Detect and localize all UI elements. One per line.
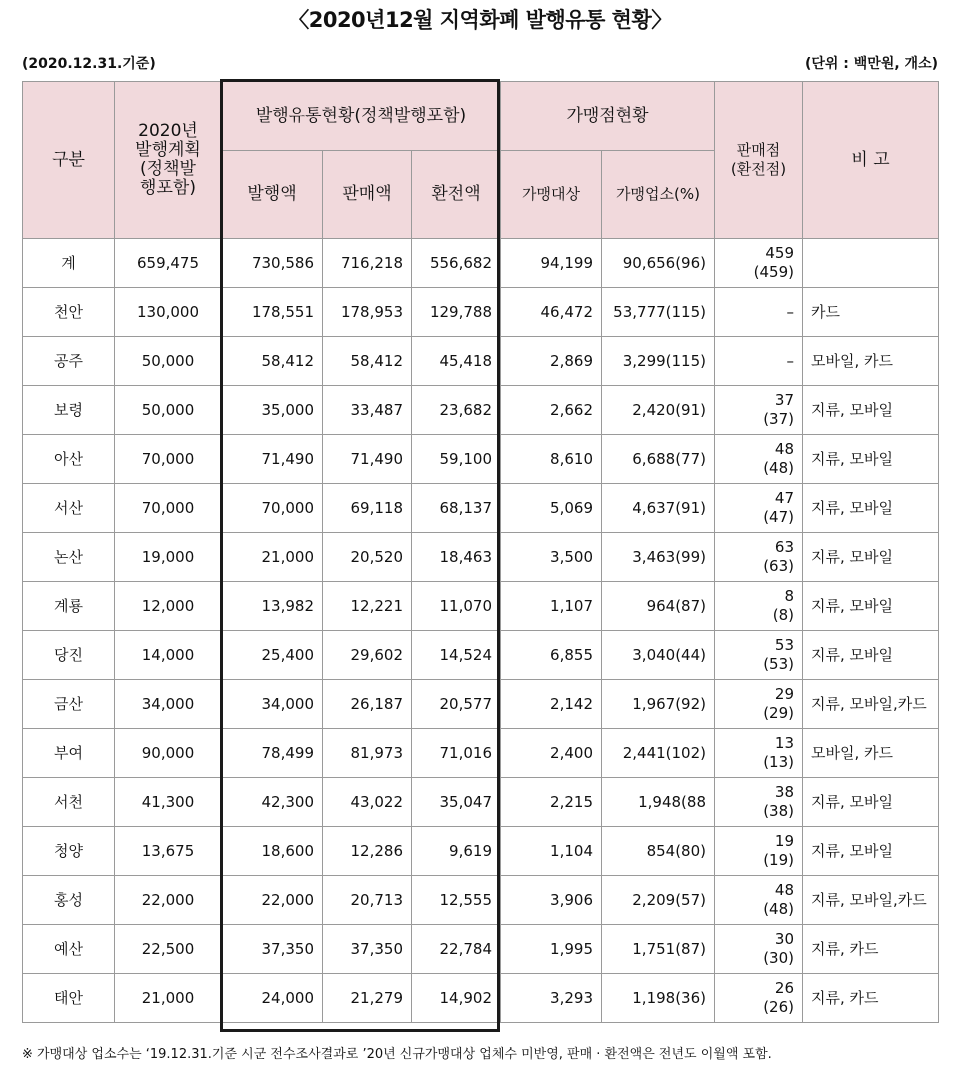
cell-note: 지류, 카드 [803,974,939,1023]
cell-store [715,876,803,925]
cell-store [715,729,803,778]
cell-merchant-target: 1,107 [501,582,602,631]
cell-plan: 50,000 [115,337,222,386]
cell-plan: 659,475 [115,239,222,288]
cell-store-count: 63 [774,538,794,556]
table-row [23,484,939,533]
cell-merchant-target: 6,855 [501,631,602,680]
cell-sold: 58,412 [323,337,412,386]
cell-exchanged: 20,577 [412,680,501,729]
cell-plan: 21,000 [115,974,222,1023]
cell-exchanged: 35,047 [412,778,501,827]
table-row [23,582,939,631]
cell-sold: 71,490 [323,435,412,484]
cell-issued: 21,000 [222,533,323,582]
table-row [23,974,939,1023]
cell-merchant-target: 3,500 [501,533,602,582]
table-row [23,337,939,386]
cell-exchanged: 14,902 [412,974,501,1023]
header-plan-line3: (정책발 [140,159,196,179]
cell-store-count: 30 [774,930,794,948]
header-issued: 발행액 [222,151,323,239]
cell-region: 태안 [23,974,115,1023]
cell-note: 지류, 모바일 [803,827,939,876]
cell-region: 천안 [23,288,115,337]
cell-exchanged: 11,070 [412,582,501,631]
cell-store [715,239,803,288]
cell-issued: 37,350 [222,925,323,974]
cell-store-count: 29 [774,685,794,703]
cell-store [715,974,803,1023]
table-row [23,239,939,288]
cell-exchanged: 18,463 [412,533,501,582]
cell-merchant-joined: 4,637(91) [602,484,715,533]
cell-merchant-joined: 2,420(91) [602,386,715,435]
cell-region: 홍성 [23,876,115,925]
cell-store [715,288,803,337]
cell-issued: 178,551 [222,288,323,337]
table-row [23,631,939,680]
cell-sold: 716,218 [323,239,412,288]
cell-merchant-target: 5,069 [501,484,602,533]
cell-plan: 50,000 [115,386,222,435]
cell-store [715,533,803,582]
cell-exchanged: 68,137 [412,484,501,533]
cell-merchant-target: 2,400 [501,729,602,778]
cell-store [715,631,803,680]
cell-sold: 26,187 [323,680,412,729]
cell-exchanged: 129,788 [412,288,501,337]
header-sold: 판매액 [323,151,412,239]
cell-merchant-target: 2,142 [501,680,602,729]
cell-store-exchange: (13) [763,753,794,771]
cell-plan: 13,675 [115,827,222,876]
header-region: 구분 [23,82,115,239]
table-row [23,288,939,337]
cell-note: 지류, 카드 [803,925,939,974]
cell-region: 서천 [23,778,115,827]
cell-region: 금산 [23,680,115,729]
cell-exchanged: 71,016 [412,729,501,778]
cell-merchant-joined: 6,688(77) [602,435,715,484]
cell-store-exchange: (37) [763,410,794,428]
cell-store-count: 38 [774,783,794,801]
cell-sold: 12,221 [323,582,412,631]
table-row [23,827,939,876]
cell-merchant-joined: 1,967(92) [602,680,715,729]
cell-region: 예산 [23,925,115,974]
cell-store-count: 48 [774,881,794,899]
cell-plan: 14,000 [115,631,222,680]
cell-merchant-target: 3,906 [501,876,602,925]
cell-note [803,239,939,288]
cell-store-exchange: (47) [763,508,794,526]
cell-store-count: – [786,351,794,370]
cell-region: 당진 [23,631,115,680]
cell-store [715,484,803,533]
cell-exchanged: 45,418 [412,337,501,386]
cell-exchanged: 9,619 [412,827,501,876]
cell-sold: 43,022 [323,778,412,827]
header-plan-line4: 행포함) [140,178,196,198]
table-row [23,386,939,435]
cell-merchant-target: 2,215 [501,778,602,827]
header-merchant-joined: 가맹업소(%) [602,151,715,239]
cell-merchant-target: 8,610 [501,435,602,484]
cell-region: 아산 [23,435,115,484]
cell-region: 서산 [23,484,115,533]
cell-issued: 70,000 [222,484,323,533]
cell-store-exchange: (53) [763,655,794,673]
cell-store [715,337,803,386]
cell-merchant-joined: 964(87) [602,582,715,631]
cell-store-exchange: (38) [763,802,794,820]
cell-merchant-joined: 854(80) [602,827,715,876]
cell-merchant-target: 2,869 [501,337,602,386]
cell-sold: 69,118 [323,484,412,533]
cell-note: 지류, 모바일,카드 [803,680,939,729]
header-note: 비 고 [803,82,939,239]
cell-note: 모바일, 카드 [803,729,939,778]
table-row [23,925,939,974]
table-row [23,533,939,582]
cell-region: 부여 [23,729,115,778]
cell-region: 보령 [23,386,115,435]
cell-sold: 20,520 [323,533,412,582]
cell-note: 지류, 모바일 [803,386,939,435]
cell-merchant-target: 2,662 [501,386,602,435]
cell-note: 지류, 모바일 [803,778,939,827]
cell-sold: 37,350 [323,925,412,974]
cell-note: 카드 [803,288,939,337]
table-row [23,729,939,778]
cell-plan: 22,500 [115,925,222,974]
cell-sold: 81,973 [323,729,412,778]
cell-store [715,582,803,631]
cell-plan: 19,000 [115,533,222,582]
table-row [23,876,939,925]
cell-merchant-joined: 1,948(88 [602,778,715,827]
cell-store-count: 53 [774,636,794,654]
header-store-line2: (환전점) [730,160,787,178]
cell-sold: 178,953 [323,288,412,337]
cell-exchanged: 14,524 [412,631,501,680]
cell-store-count: – [786,302,794,321]
table-row [23,680,939,729]
header-plan-line2: 발행계획 [135,140,201,160]
cell-merchant-joined: 2,209(57) [602,876,715,925]
cell-region: 청양 [23,827,115,876]
cell-plan: 41,300 [115,778,222,827]
cell-issued: 22,000 [222,876,323,925]
cell-issued: 71,490 [222,435,323,484]
cell-note: 모바일, 카드 [803,337,939,386]
cell-note: 지류, 모바일 [803,484,939,533]
table-row [23,435,939,484]
cell-issued: 13,982 [222,582,323,631]
cell-exchanged: 23,682 [412,386,501,435]
cell-merchant-joined: 3,040(44) [602,631,715,680]
cell-issued: 42,300 [222,778,323,827]
cell-store-count: 8 [784,587,794,605]
cell-store-exchange: (19) [763,851,794,869]
header-plan-line1: 2020년 [138,121,198,141]
cell-merchant-target: 1,995 [501,925,602,974]
cell-region: 공주 [23,337,115,386]
cell-store-count: 48 [774,440,794,458]
cell-store-exchange: (29) [763,704,794,722]
cell-exchanged: 12,555 [412,876,501,925]
cell-store [715,680,803,729]
cell-issued: 78,499 [222,729,323,778]
cell-plan: 70,000 [115,435,222,484]
header-issue-group: 발행유통현황(정책발행포함) [222,82,501,151]
cell-issued: 18,600 [222,827,323,876]
cell-store-count: 459 [765,244,794,262]
currency-status-table [22,81,939,1023]
cell-merchant-target: 3,293 [501,974,602,1023]
cell-sold: 12,286 [323,827,412,876]
header-store [715,82,803,239]
cell-merchant-joined: 3,299(115) [602,337,715,386]
cell-merchant-joined: 2,441(102) [602,729,715,778]
cell-store-exchange: (48) [763,900,794,918]
cell-store [715,435,803,484]
cell-exchanged: 556,682 [412,239,501,288]
cell-store-count: 47 [774,489,794,507]
cell-issued: 58,412 [222,337,323,386]
cell-store-count: 37 [774,391,794,409]
page-title: 〈2020년12월 지역화폐 발행유통 현황〉 [288,8,672,32]
cell-issued: 730,586 [222,239,323,288]
header-exchanged: 환전액 [412,151,501,239]
cell-note: 지류, 모바일,카드 [803,876,939,925]
cell-store-exchange: (26) [763,998,794,1016]
cell-region: 계룡 [23,582,115,631]
cell-issued: 34,000 [222,680,323,729]
cell-merchant-target: 1,104 [501,827,602,876]
cell-issued: 35,000 [222,386,323,435]
cell-store [715,827,803,876]
cell-store-exchange: (30) [763,949,794,967]
cell-merchant-joined: 1,198(36) [602,974,715,1023]
cell-region: 계 [23,239,115,288]
cell-region: 논산 [23,533,115,582]
cell-note: 지류, 모바일 [803,631,939,680]
cell-sold: 21,279 [323,974,412,1023]
unit-label: (단위 : 백만원, 개소) [804,56,938,72]
base-date: (2020.12.31.기준) [22,56,156,72]
cell-plan: 130,000 [115,288,222,337]
cell-store-exchange: (8) [772,606,794,624]
cell-plan: 90,000 [115,729,222,778]
cell-store [715,386,803,435]
cell-sold: 29,602 [323,631,412,680]
cell-exchanged: 22,784 [412,925,501,974]
header-store-line1: 판매점 [736,141,781,159]
header-plan [115,82,222,239]
cell-store-count: 13 [774,734,794,752]
cell-merchant-joined: 53,777(115) [602,288,715,337]
cell-plan: 70,000 [115,484,222,533]
cell-plan: 22,000 [115,876,222,925]
cell-store-exchange: (459) [753,263,794,281]
cell-plan: 34,000 [115,680,222,729]
cell-note: 지류, 모바일 [803,533,939,582]
cell-issued: 24,000 [222,974,323,1023]
cell-store-count: 26 [774,979,794,997]
cell-exchanged: 59,100 [412,435,501,484]
cell-store-exchange: (63) [763,557,794,575]
cell-store-count: 19 [774,832,794,850]
cell-merchant-target: 46,472 [501,288,602,337]
cell-issued: 25,400 [222,631,323,680]
cell-store [715,778,803,827]
footnote: ※ 가맹대상 업소수는 ‘19.12.31.기준 시군 전수조사결과로 ’20년 신규가맹대상 업체수 미반영, 판매 · 환전액은 전년도 이월액 포함. [22,1047,772,1062]
cell-merchant-joined: 3,463(99) [602,533,715,582]
cell-merchant-joined: 1,751(87) [602,925,715,974]
table-row [23,778,939,827]
cell-plan: 12,000 [115,582,222,631]
cell-merchant-target: 94,199 [501,239,602,288]
cell-merchant-joined: 90,656(96) [602,239,715,288]
header-merchant-target: 가맹대상 [501,151,602,239]
cell-note: 지류, 모바일 [803,582,939,631]
cell-sold: 33,487 [323,386,412,435]
cell-note: 지류, 모바일 [803,435,939,484]
cell-store-exchange: (48) [763,459,794,477]
cell-store [715,925,803,974]
header-merchant-group: 가맹점현황 [501,82,715,151]
cell-sold: 20,713 [323,876,412,925]
